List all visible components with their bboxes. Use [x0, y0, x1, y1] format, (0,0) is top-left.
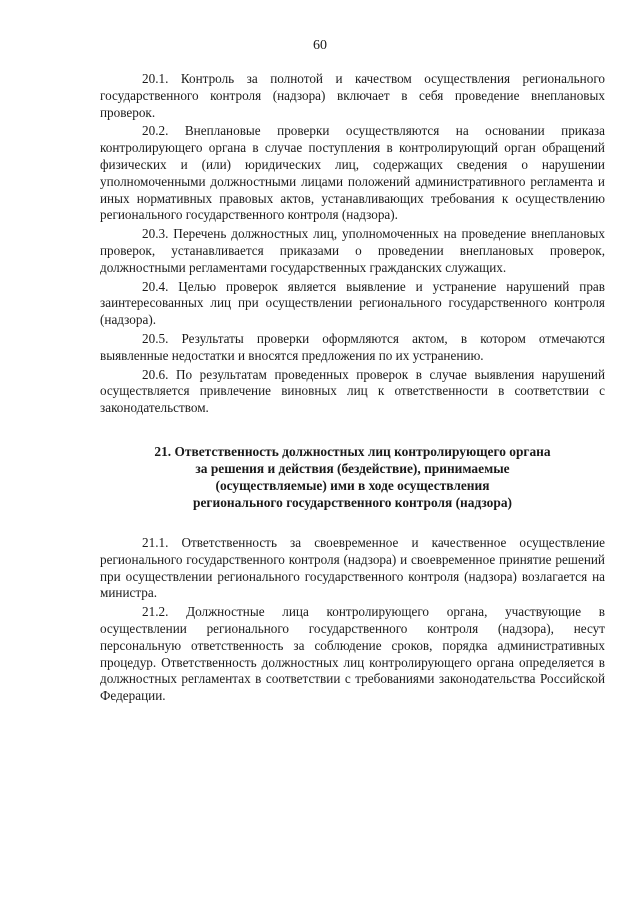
document-body	[100, 71, 605, 705]
heading-line: (осуществляемые) ими в ходе осуществления	[215, 477, 490, 493]
heading-line: регионального государственного контроля (надзора)	[193, 494, 512, 510]
paragraph-20-5: 20.5. Результаты проверки оформляются актом, в котором отмечаются выявленные недостатки и вносятся предложения по их устранению.	[100, 330, 605, 363]
paragraph-20-3: 20.3. Перечень должностных лиц, уполномоченных на проведение внеплановых проверок, устанавливается приказами о проведении внеплановых проверок, должностными регламентами государственных гражданских служащих.	[100, 226, 605, 275]
section-21-heading	[100, 443, 605, 511]
paragraph-20-6: 20.6. По результатам проведенных проверок в случае выявления нарушений осуществляется привлечение виновных лиц к ответственности в соответствии с законодательством.	[100, 366, 605, 416]
page-number: 60	[313, 38, 327, 53]
paragraph-20-2: 20.2. Внеплановые проверки осуществляются на основании приказа контролирующего органа в случае поступления в контролирующий орган обращений физических и (или) юридических лиц, содержащих сведения о нарушении уполномоченными должностными лицами положений административного регламента и иных нормативных правовых актов, устанавливающих требования к осуществлению регионального государственного контроля (надзора).	[100, 123, 605, 223]
heading-line: 21. Ответственность должностных лиц контролирующего органа	[154, 443, 551, 459]
paragraph-21-1: 21.1. Ответственность за своевременное и качественное осуществление регионального государственного контроля (надзора) и своевременное принятие решений при осуществлении регионального государственного контроля (надзора) возлагается на министра.	[100, 534, 605, 601]
heading-line: за решения и действия (бездействие), принимаемые	[195, 460, 510, 476]
paragraph-21-2: 21.2. Должностные лица контролирующего органа, участвующие в осуществлении регионального государственного контроля (надзора), несут персональную ответственность за соблюдение сроков, порядка административных процедур. Ответственность должностных лиц контролирующего органа определяется в должностных регламентах в соответствии с требованиями законодательства Российской Федерации.	[100, 604, 605, 704]
paragraph-20-1: 20.1. Контроль за полнотой и качеством осуществления регионального государственного контроля (надзора) включает в себя проведение внеплановых проверок.	[100, 71, 605, 120]
paragraph-20-4: 20.4. Целью проверок является выявление и устранение нарушений прав заинтересованных лиц при осуществлении регионального государственного контроля (надзора).	[100, 278, 605, 328]
